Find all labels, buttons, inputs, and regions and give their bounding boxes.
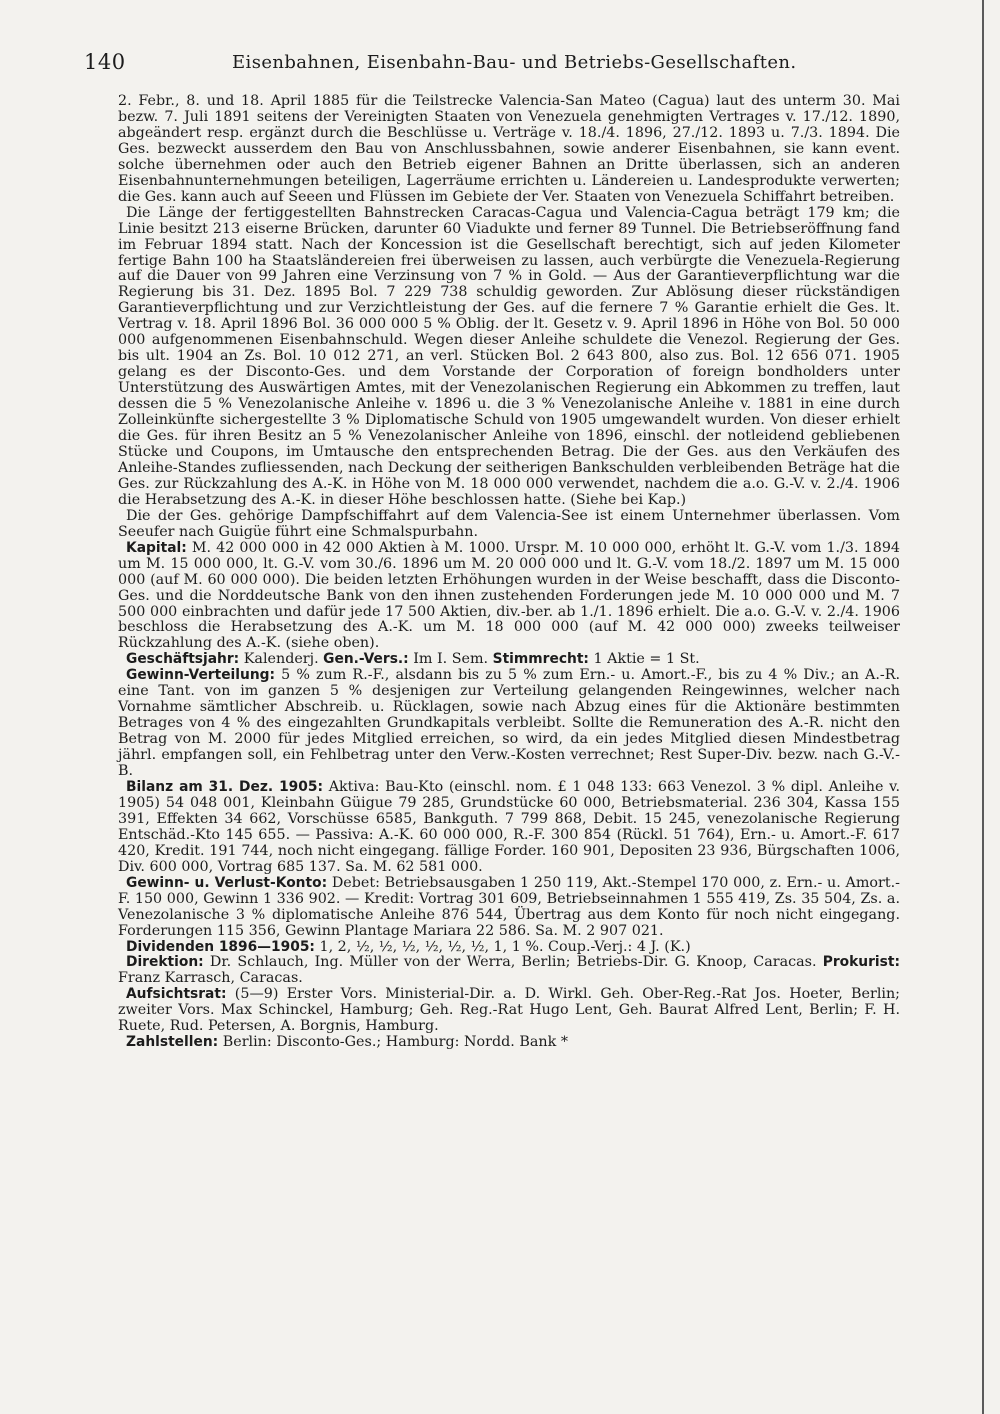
stimmrecht-label: Stimmrecht: — [492, 651, 589, 668]
bilanz-text: Aktiva: Bau-Kto (einschl. nom. £ 1 048 133: 663 Venezol. 3 % dipl. Anleihe v. 1905) 54 048 001, Kleinbahn Güigue 79 285, Grundstücke 60 000, Betriebsmaterial. 236 304, Kassa 155 391, Effekten 34 662, Vorschüsse 6585, Bankguth. 7 799 868, Debit. 15 245, venezolanische Regierung Entschäd.-Kto 145 655. — Passiva: A.-K. 60 000 000, R.-F. 300 854 (Rückl. 51 764), Ern.- u. Amort.-F. 617 420, Kredit. 191 744, noch nicht eingegang. fällige Forder. 160 901, Depositen 23 936, Bürgschaften 1006, Div. 600 000, Vortrag 685 137. Sa. M. 62 581 000. — [118, 778, 901, 875]
article-body — [118, 94, 900, 1051]
zahlstellen-label: Zahlstellen: — [126, 1034, 219, 1051]
stimmrecht-text: 1 Aktie = 1 St. — [593, 651, 700, 668]
dividenden-text: 1, 2, ½, ½, ½, ½, ½, ½, 1, 1 %. Coup.-Verj.: 4 J. (K.) — [319, 938, 691, 955]
aufsichtsrat-text: (5—9) Erster Vors. Ministerial-Dir. a. D. Wirkl. Geh. Ober-Reg.-Rat Jos. Hoeter, Berlin; zweiter Vors. Max Schinckel, Hamburg; Geh. Reg.-Rat Hugo Lent, Geh. Baurat Alfred Lent, Berlin; F. H. Ruete, Rud. Petersen, A. Borgnis, Hamburg. — [118, 986, 901, 1035]
intro-paragraph: 2. Febr., 8. und 18. April 1885 für die Teilstrecke Valencia-San Mateo (Cagua) laut des unterm 30. Mai bezw. 7. Juli 1891 seitens der Vereinigten Staaten von Venezuela genehmigten Vertrages v. 17./12. 1890, abgeändert resp. ergänzt durch die Beschlüsse u. Verträge v. 18./4. 1896, 27./12. 1893 u. 7./3. 1894. Die Ges. bezweckt ausserdem den Bau von Anschlussbahnen, sowie anderer Eisenbahnen, sie kann event. solche übernehmen oder auch den Betrieb eigener Bahnen an Dritte überlassen, sich an anderen Eisenbahnunternehmungen beteiligen, Lagerräume errichten u. Ländereien u. Landesprodukte verwerten; die Ges. kann auch auf Seeen und Flüssen im Gebiete der Ver. Staaten von Venezuela Schiffahrt betreiben. — [118, 93, 900, 205]
gen-vers-text: Im I. Sem. — [413, 651, 489, 668]
direktion-section — [118, 955, 900, 987]
geschaeftsjahr-label: Geschäftsjahr: — [126, 651, 240, 668]
dividenden-section — [118, 940, 900, 956]
gewinn-verlust-label: Gewinn- u. Verlust-Konto: — [126, 874, 328, 891]
page-edge-line — [982, 0, 984, 1414]
aufsichtsrat-section — [118, 987, 900, 1035]
dividenden-label: Dividenden 1896—1905: — [126, 938, 315, 955]
direktion-text: Dr. Schlauch, Ing. Müller von der Werra, Berlin; Betriebs-Dir. G. Knoop, Caracas. — [209, 954, 817, 971]
gewinn-verlust-text: Debet: Betriebsausgaben 1 250 119, Akt.-Stempel 170 000, z. Ern.- u. Amort.-F. 150 000, Gewinn 1 336 902. — Kredit: Vortrag 301 609, Betriebseinnahmen 1 555 419, Zs. 35 504, Zs. a. Venezolanische 3 % diplomatische Anleihe 876 544, Übertrag aus dem Konto für noch nicht eingegang. Forderungen 115 356, Gewinn Plantage Mariara 22 586. Sa. M. 2 907 021. — [118, 874, 900, 939]
prokurist-text: Franz Karrasch, Caracas. — [118, 970, 303, 987]
footnote-asterisk: * — [560, 1034, 568, 1051]
running-head: Eisenbahnen, Eisenbahn-Bau- und Betriebs-Gesellschaften. — [232, 52, 797, 73]
length-paragraph: Die Länge der fertiggestellten Bahnstrecken Caracas-Cagua und Valencia-Cagua beträgt 179 km; die Linie besitzt 213 eiserne Brücken, darunter 60 Viadukte und ferner 89 Tunnel. Die Betriebseröffnung fand im Februar 1894 statt. Nach der Koncession ist die Gesellschaft berechtigt, sich auf jeden Kilometer fertige Bahn 100 ha Staatsländereien frei überweisen zu lassen, auch verbürgte die Venezuela-Regierung auf die Dauer von 99 Jahren eine Verzinsung von 7 % in Gold. — Aus der Garantieverpflichtung war die Regierung bis 31. Dez. 1895 Bol. 7 229 738 schuldig geworden. Zur Ablösung dieser rückständigen Garantieverpflichtung und zur Verzichtleistung der Ges. auf die fernere 7 % Garantie erhielt die Ges. lt. Vertrag v. 18. April 1896 Bol. 36 000 000 5 % Oblig. der lt. Gesetz v. 9. April 1896 in Höhe von Bol. 50 000 000 aufgenommenen Eisenbahnschuld. Wegen dieser Anleihe schuldete die Venezol. Regierung der Ges. bis ult. 1904 an Zs. Bol. 10 012 271, an verl. Stücken Bol. 2 643 800, also zus. Bol. 12 656 071. 1905 gelang es der Disconto-Ges. und dem Vorstande der Corporation of foreign bondholders unter Unterstützung des Auswärtigen Amtes, mit der Venezolanischen Regierung ein Abkommen zu treffen, laut dessen die 5 % Venezolanische Anleihe v. 1896 u. die 3 % Venezolanische Anleihe v. 1881 in eine durch Zolleinkünfte sichergestellte 3 % Diplomatische Schuld von 1905 umgewandelt wurden. Von dieser erhielt die Ges. für ihren Besitz an 5 % Venezolanischer Anleihe von 1896, einschl. der notleidend gebliebenen Stücke und Coupons, im Umtausche den entsprechenden Betrag. Die der Ges. aus den Verkäufen des Anleihe-Standes zufliessenden, nach Deckung der seitherigen Bankschulden verbleibenden Beträge hat die Ges. zur Rückzahlung des A.-K. in Höhe von M. 18 000 000 verwendet, nachdem die a.o. G.-V. v. 2./4. 1906 die Herabsetzung des A.-K. in dieser Höhe beschlossen hatte. (Siehe bei Kap.) — [118, 204, 900, 508]
prokurist-label: Prokurist: — [822, 954, 900, 971]
aufsichtsrat-label: Aufsichtsrat: — [126, 986, 227, 1003]
gewinn-verteilung-text: 5 % zum R.-F., alsdann bis zu 5 % zum Ern.- u. Amort.-F., bis zu 4 % Div.; an A.-R. eine Tant. von im ganzen 5 % desjenigen zur Verteilung gelangenden Reingewinnes, welcher nach Vornahme sämtlicher Abschreib. u. Rücklagen, sowie nach Abzug eines für die Aktionäre bestimmten Betrages von 4 % des eingezahlten Grundkapitals verbleibt. Sollte die Remuneration des A.-R. nicht den Betrag von M. 2000 für jedes Mitglied erreichen, so wird, da ein jedes Mitglied diesen Mindestbetrag jährl. empfangen soll, ein Fehlbetrag unter den Verw.-Kosten verrechnet; Rest Super-Div. bezw. nach G.-V.-B. — [118, 667, 901, 780]
zahlstellen-section — [118, 1035, 900, 1051]
bilanz-label: Bilanz am 31. Dez. 1905: — [126, 778, 323, 795]
zahlstellen-text: Berlin: Disconto-Ges.; Hamburg: Nordd. Bank — [222, 1034, 557, 1051]
gewinn-verteilung-label: Gewinn-Verteilung: — [126, 667, 276, 684]
geschaeftsjahr-text: Kalenderj. — [243, 651, 319, 668]
page-number: 140 — [84, 50, 126, 74]
gewinn-verlust-section — [118, 876, 900, 940]
kapital-text: M. 42 000 000 in 42 000 Aktien à M. 1000. Urspr. M. 10 000 000, erhöht lt. G.-V. vom 1./3. 1894 um M. 15 000 000, lt. G.-V. vom 30./6. 1896 um M. 20 000 000 und lt. G.-V. vom 18./2. 1897 um M. 15 000 000 (auf M. 60 000 000). Die beiden letzten Erhöhungen wurden in der Weise beschafft, dass die Disconto-Ges. und die Norddeutsche Bank von den ihnen zustehenden Forderungen jede M. 10 000 000 und M. 7 500 000 einbrachten und dafür jede 17 500 Aktien, div.-ber. ab 1./1. 1896 erhielt. Die a.o. G.-V. v. 2./4. 1906 beschloss die Herabsetzung des A.-K. um M. 18 000 000 (auf M. 42 000 000) zweeks teilweiser Rückzahlung des A.-K. (siehe oben). — [118, 539, 901, 652]
geschaeftsjahr-section — [118, 652, 900, 668]
steamship-paragraph: Die der Ges. gehörige Dampfschiffahrt auf dem Valencia-See ist einem Unternehmer überlassen. Vom Seeufer nach Guigüe führt eine Schmalspurbahn. — [118, 507, 900, 540]
kapital-section — [118, 541, 900, 653]
gewinn-verteilung-section — [118, 668, 900, 780]
kapital-label: Kapital: — [126, 539, 187, 556]
bilanz-section — [118, 780, 900, 876]
direktion-label: Direktion: — [126, 954, 204, 971]
gen-vers-label: Gen.-Vers.: — [323, 651, 409, 668]
